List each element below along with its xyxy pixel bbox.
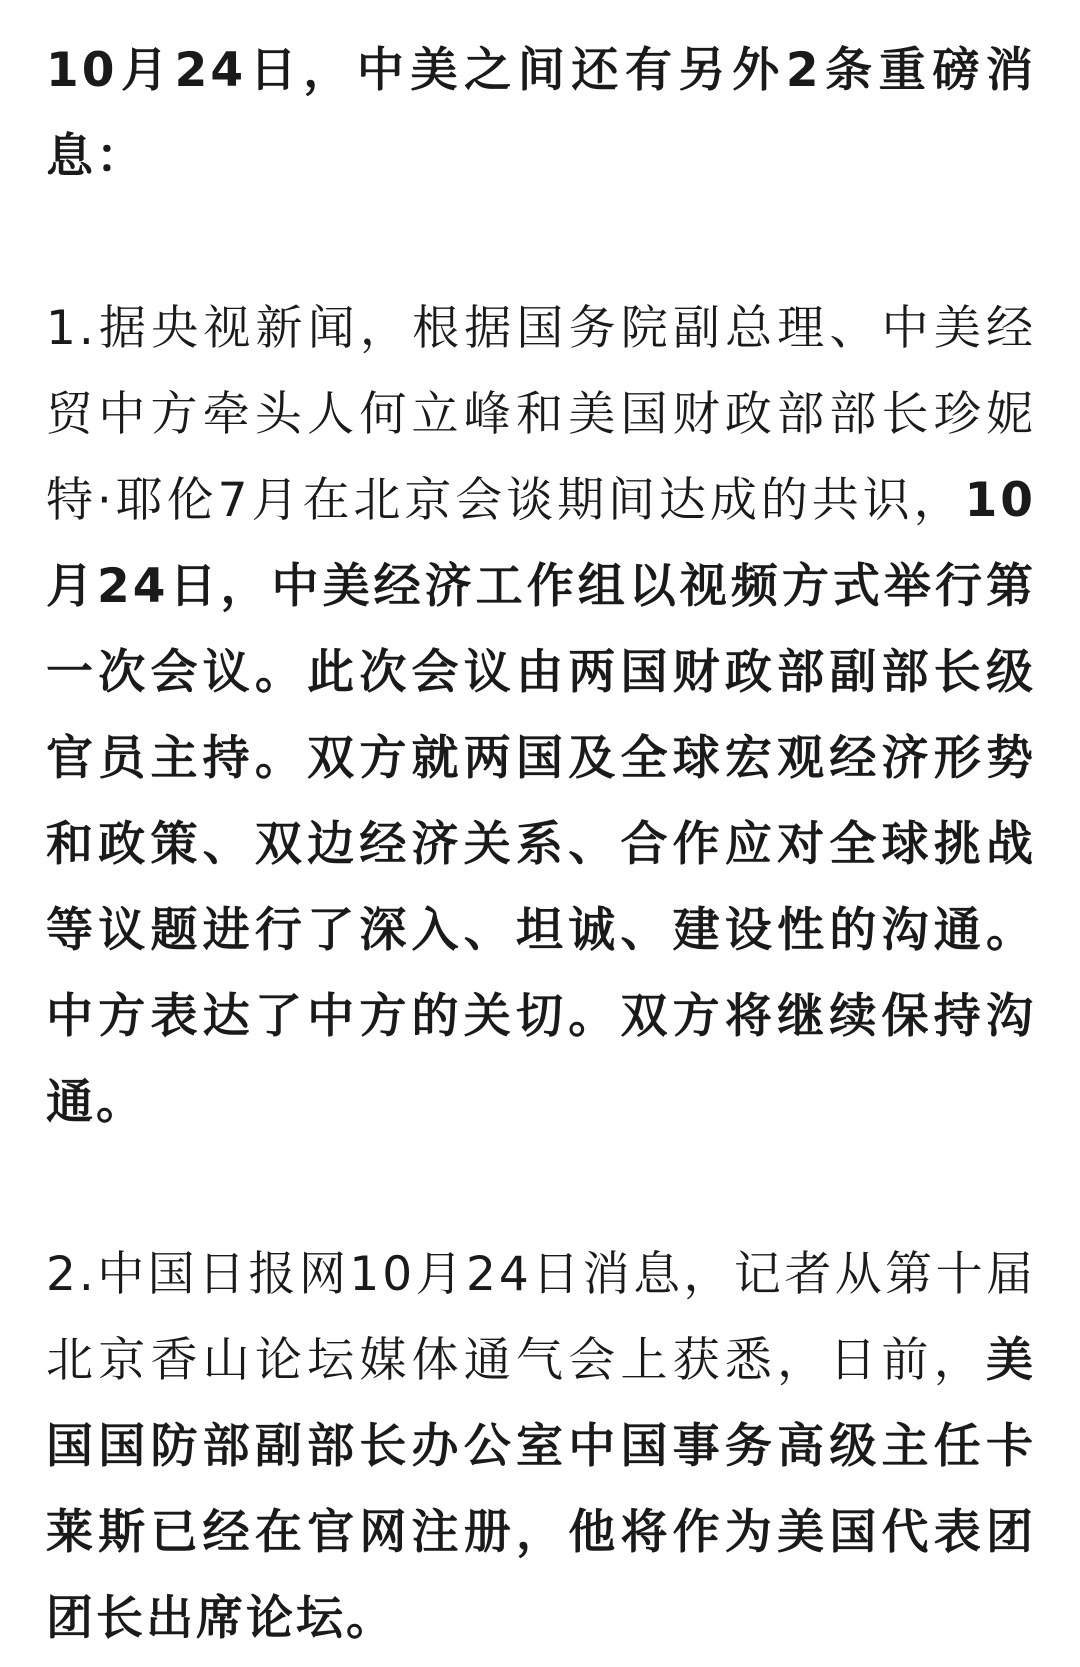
- news-item-1: [46, 286, 1036, 1146]
- article-title: 10月24日，中美之间还有另外2条重磅消息：: [46, 43, 1036, 184]
- news-item-2: [46, 1232, 1036, 1662]
- news-item-2-highlight: 美国国防部副部长办公室中国事务高级主任卡莱斯已经在官网注册，他将作为美国代表团团长出席论坛。: [46, 1333, 1036, 1646]
- paragraph-spacer: [46, 200, 1036, 286]
- news-item-1-lead: 1.据央视新闻，根据国务院副总理、中美经贸中方牵头人何立峰和美国财政部部长珍妮特·耶伦7月在北京会谈期间达成的共识，: [46, 301, 1036, 528]
- article: [46, 28, 1036, 1662]
- news-item-2-lead: 2.中国日报网10月24日消息，记者从第十届北京香山论坛媒体通气会上获悉，日前，: [46, 1247, 1036, 1388]
- paragraph-spacer: [46, 1146, 1036, 1232]
- news-item-1-highlight: 10月24日，中美经济工作组以视频方式举行第一次会议。此次会议由两国财政部副部长级官员主持。双方就两国及全球宏观经济形势和政策、双边经济关系、合作应对全球挑战等议题进行了深入、坦诚、建设性的沟通。中方表达了中方的关切。双方将继续保持沟通。: [46, 473, 1036, 1130]
